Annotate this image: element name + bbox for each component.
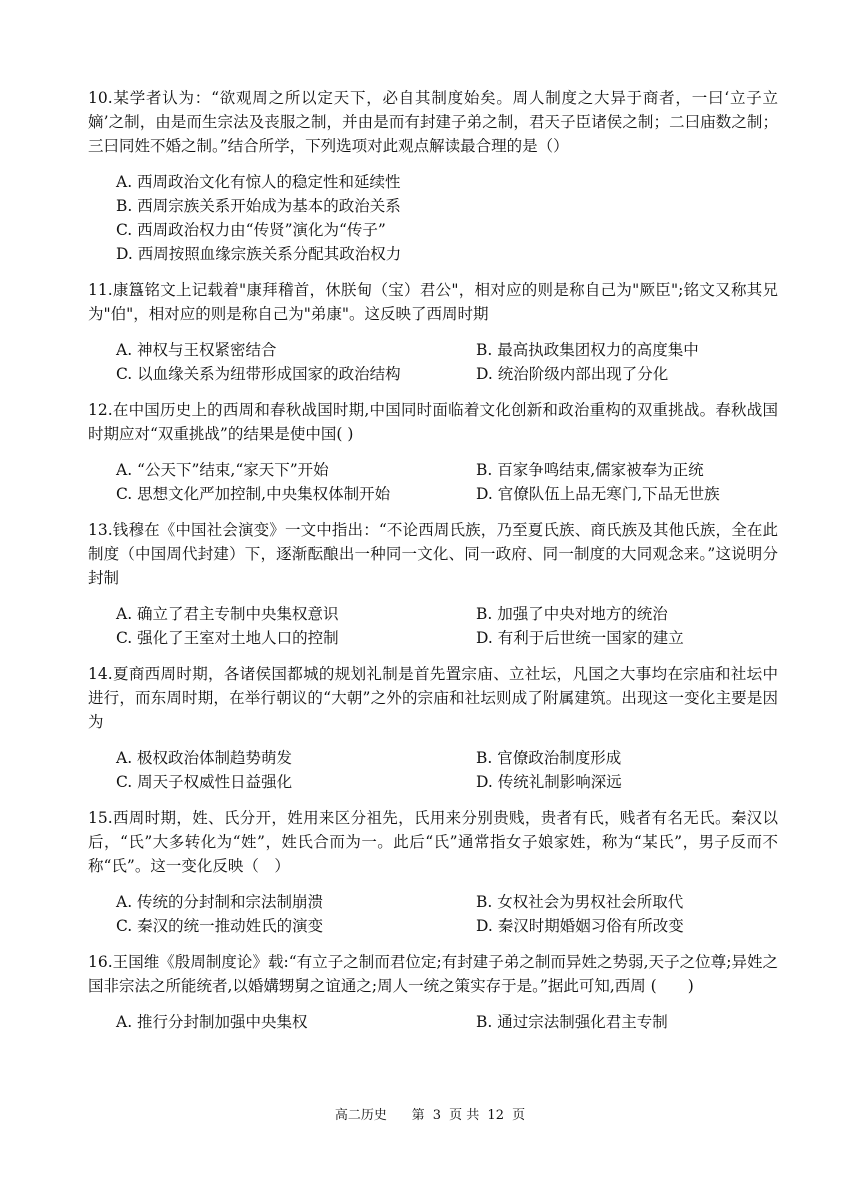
- option-b: B. 通过宗法制强化君主专制: [476, 1013, 668, 1031]
- option-d: D. 统治阶级内部出现了分化: [476, 365, 669, 383]
- option-d: D. 西周按照血缘宗族关系分配其政治权力: [116, 245, 402, 263]
- footer-page-end: 页: [512, 1108, 526, 1123]
- option-list: [116, 746, 778, 794]
- question-12: [88, 398, 778, 506]
- exam-page: [88, 86, 778, 1046]
- option-d: D. 有利于后世统一国家的建立: [476, 629, 684, 647]
- question-13: [88, 518, 778, 650]
- option-c: C. 西周政治权力由“传贤”演化为“传子”: [116, 221, 386, 239]
- footer-page-mid: 页 共: [449, 1108, 480, 1123]
- option-b: B. 官僚政治制度形成: [476, 749, 622, 767]
- option-a: A. “公天下”结束,“家天下”开始: [116, 461, 329, 479]
- question-stem: 15.西周时期，姓、氏分开，姓用来区分祖先，氏用来分别贵贱，贵者有氏，贱者有名无氏。秦汉以后，“氏”大多转化为“姓”，姓氏合而为一。此后“氏”通常指女子娘家姓，称为“某氏”，男子反而不称“氏”。这一变化反映（ ）: [88, 809, 778, 875]
- question-stem: 13.钱穆在《中国社会演变》一文中指出：“不论西周氏族，乃至夏氏族、商氏族及其他氏族，全在此制度（中国周代封建）下，逐渐酝酿出一种同一文化、同一政府、同一制度的大同观念来。”这说明分封制: [88, 521, 778, 587]
- footer-page-total: 12: [487, 1108, 504, 1123]
- option-a: A. 确立了君主专制中央集权意识: [116, 605, 339, 623]
- option-c: C. 强化了王室对土地人口的控制: [116, 629, 339, 647]
- question-16: [88, 950, 778, 1034]
- option-list: [116, 890, 778, 938]
- footer-page-label: 第: [411, 1108, 425, 1123]
- option-list: [116, 458, 778, 506]
- option-list: [116, 338, 778, 386]
- option-b: B. 西周宗族关系开始成为基本的政治关系: [116, 197, 401, 215]
- option-d: D. 传统礼制影响深远: [476, 773, 622, 791]
- option-list: [116, 1010, 778, 1034]
- question-stem: 12.在中国历史上的西周和春秋战国时期,中国同时面临着文化创新和政治重构的双重挑战。春秋战国时期应对“双重挑战”的结果是使中国( ): [88, 401, 778, 443]
- option-b: B. 女权社会为男权社会所取代: [476, 893, 684, 911]
- option-a: A. 神权与王权紧密结合: [116, 341, 277, 359]
- option-list: [116, 170, 778, 266]
- option-a: A. 传统的分封制和宗法制崩溃: [116, 893, 324, 911]
- footer-subject: 高二历史: [334, 1108, 387, 1123]
- option-b: B. 加强了中央对地方的统治: [476, 605, 668, 623]
- question-stem: 14.夏商西周时期，各诸侯国都城的规划礼制是首先置宗庙、立社坛，凡国之大事均在宗庙和社坛中进行，而东周时期，在举行朝议的“大朝”之外的宗庙和社坛则成了附属建筑。出现这一变化主要是因为: [88, 665, 778, 731]
- option-a: A. 推行分封制加强中央集权: [116, 1013, 308, 1031]
- question-11: [88, 278, 778, 386]
- option-a: A. 西周政治文化有惊人的稳定性和延续性: [116, 173, 401, 191]
- option-a: A. 极权政治体制趋势萌发: [116, 749, 293, 767]
- option-b: B. 最高执政集团权力的高度集中: [476, 341, 699, 359]
- option-d: D. 官僚队伍上品无寒门,下品无世族: [476, 485, 720, 503]
- option-list: [116, 602, 778, 650]
- option-c: C. 思想文化严加控制,中央集权体制开始: [116, 485, 391, 503]
- question-14: [88, 662, 778, 794]
- question-10: [88, 86, 778, 266]
- question-stem: 16.王国维《殷周制度论》载:“有立子之制而君位定;有封建子弟之制而异姓之势弱,天子之位尊;异姓之国非宗法之所能统者,以婚媾甥舅之谊通之;周人一统之策实存于是。”据此可知,西周 ( ): [88, 953, 778, 995]
- option-d: D. 秦汉时期婚姻习俗有所改变: [476, 917, 684, 935]
- page-footer: [0, 1104, 860, 1123]
- question-stem: 11.康簋铭文上记载着"康拜稽首，休朕甸（宝）君公"，相对应的则是称自己为"厥臣";铭文又称其兄为"伯"，相对应的则是称自己为"弟康"。这反映了西周时期: [88, 281, 778, 323]
- question-15: [88, 806, 778, 938]
- option-c: C. 秦汉的统一推动姓氏的演变: [116, 917, 324, 935]
- option-b: B. 百家争鸣结束,儒家被奉为正统: [476, 461, 704, 479]
- option-c: C. 周天子权威性日益强化: [116, 773, 293, 791]
- question-stem: 10.某学者认为：“欲观周之所以定天下，必自其制度始矣。周人制度之大异于商者，一曰‘立子立嫡’之制，由是而生宗法及丧服之制，并由是而有封建子弟之制，君天子臣诸侯之制；二曰庙数之制；三曰同姓不婚之制。”结合所学，下列选项对此观点解读最合理的是（）: [88, 89, 778, 155]
- footer-page-number: 3: [432, 1108, 441, 1123]
- option-c: C. 以血缘关系为纽带形成国家的政治结构: [116, 365, 401, 383]
